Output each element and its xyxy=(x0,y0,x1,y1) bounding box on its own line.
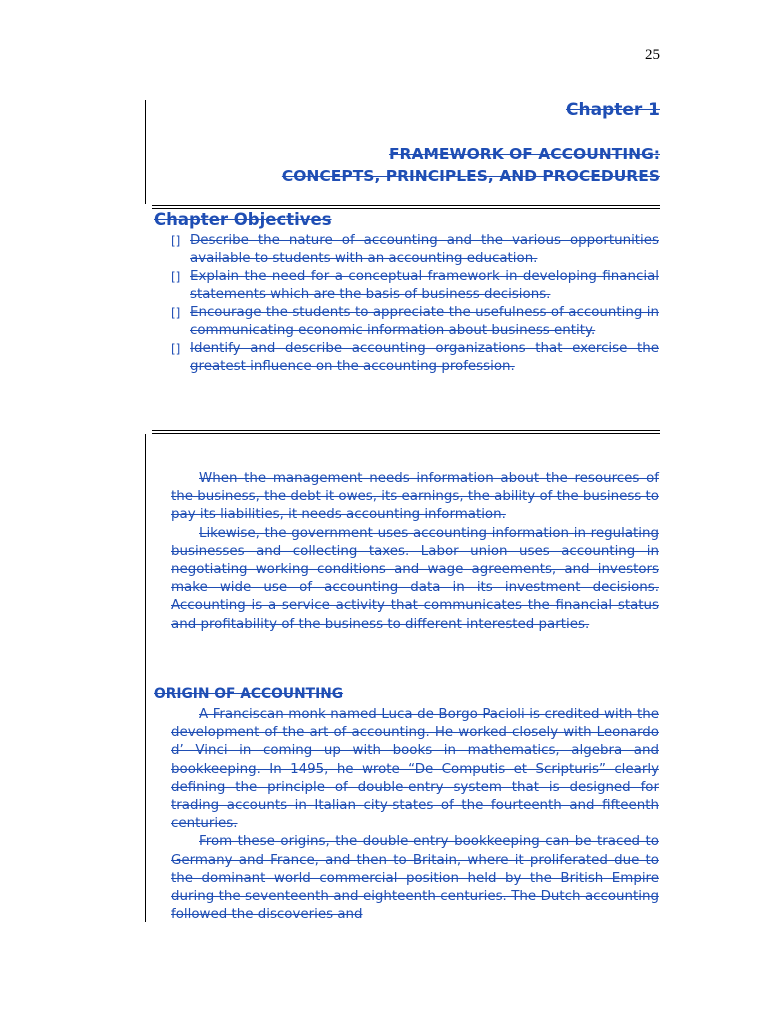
bullet-box-icon: [] xyxy=(171,270,181,284)
change-bar-bottom xyxy=(145,434,146,922)
origin-paragraph: From these origins, the double-entry bookkeeping can be traced to Germany and France, and then to Britain, where it proliferated due to the dominant world commercial position held by the British Empire during the seventeenth and eighteenth centuries. The Dutch accounting followed the discoveries and xyxy=(171,834,659,923)
bullet-box-icon: [] xyxy=(171,234,181,248)
objective-item xyxy=(154,340,659,376)
bullet-box-icon: [] xyxy=(171,306,181,320)
bullet-box-icon: [] xyxy=(171,342,181,356)
objectives-bottom-rule xyxy=(152,430,660,434)
objective-item xyxy=(154,232,659,268)
objective-text: Identify and describe accounting organizations that exercise the greatest influence on the accounting profession. xyxy=(190,341,659,374)
origin-heading: ORIGIN OF ACCOUNTING xyxy=(154,686,344,702)
objective-item xyxy=(154,268,659,304)
objective-text: Explain the need for a conceptual framework in developing financial statements which are the basis of business decisions. xyxy=(190,269,659,302)
chapter-label: Chapter 1 xyxy=(565,100,660,120)
page-number: 25 xyxy=(645,47,660,63)
origin-paragraph: A Franciscan monk named Luca de Borgo Pacioli is credited with the development of the art of accounting. He worked closely with Leonardo d’ Vinci in coming up with books in mathematics, algebra and bookkeeping. In 1495, he wrote “De Computis et Scripturis” clearly defining the principle of double-entry system that is designed for trading accounts in Italian city-states of the fourteenth and fifteenth centuries. xyxy=(171,707,659,832)
intro-section xyxy=(171,470,659,634)
intro-paragraph: Likewise, the government uses accounting information in regulating businesses and collecting taxes. Labor union uses accounting in negotiating working conditions and wage agreements, and investors make wide use of accounting data in its investment decisions. Accounting is a service activity that communicates the financial status and profitability of the business to different interested parties. xyxy=(171,525,659,632)
objectives-heading: Chapter Objectives xyxy=(154,210,332,229)
origin-section xyxy=(171,706,659,924)
chapter-title-line-1: FRAMEWORK OF ACCOUNTING: xyxy=(388,145,660,163)
objective-item xyxy=(154,304,659,340)
intro-paragraph: When the management needs information about the resources of the business, the debt it owes, its earnings, the ability of the business to pay its liabilities, it needs accounting information. xyxy=(171,471,659,523)
objectives-list xyxy=(154,232,659,376)
objective-text: Encourage the students to appreciate the usefulness of accounting in communicating economic information about business entity. xyxy=(190,305,659,338)
chapter-title-line-2: CONCEPTS, PRINCIPLES, AND PROCEDURES xyxy=(281,167,660,185)
objective-text: Describe the nature of accounting and the various opportunities available to students with an accounting education. xyxy=(190,233,659,266)
chapter-title xyxy=(140,143,660,187)
objectives-top-rule xyxy=(152,205,660,209)
